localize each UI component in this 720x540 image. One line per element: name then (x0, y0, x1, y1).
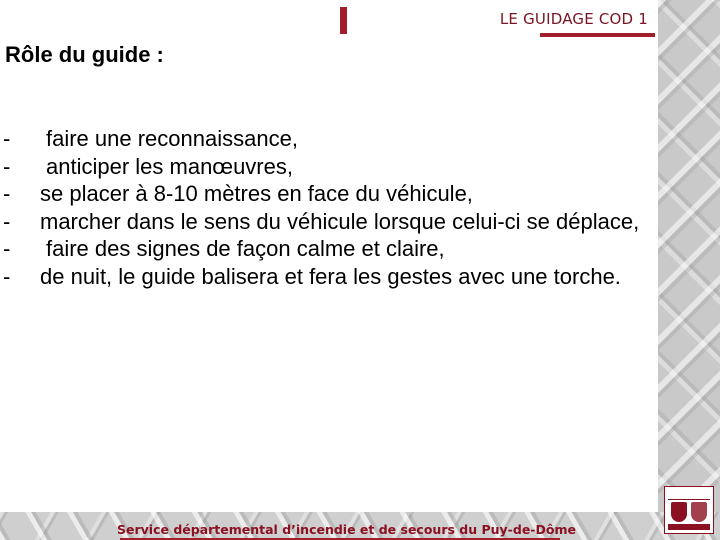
bullet-dash: - (3, 263, 11, 289)
bullet-dash: - (3, 126, 11, 151)
list-item-text: anticiper les manœuvres, (46, 153, 293, 179)
guide-role-list (0, 125, 650, 290)
sdis-logo-icon (664, 486, 714, 534)
list-item-text: se placer à 8-10 mètres en face du véhicule, (40, 181, 473, 206)
header-underline (540, 33, 655, 37)
bullet-dash: - (3, 181, 11, 206)
list-item (0, 125, 650, 153)
section-heading: Rôle du guide : (5, 42, 164, 67)
top-accent-mark (340, 7, 347, 34)
logo-emblem-left (671, 502, 687, 522)
list-item (0, 208, 650, 236)
slide-header-title: LE GUIDAGE COD 1 (499, 10, 648, 28)
logo-header-band (668, 489, 710, 500)
list-item (0, 235, 650, 263)
list-item (0, 180, 650, 208)
list-item-text: de nuit, le guide balisera et fera les gestes avec une torche. (40, 263, 621, 289)
metal-plate-texture (658, 0, 720, 540)
bullet-dash: - (3, 208, 11, 234)
list-item-text: marcher dans le sens du véhicule lorsque celui-ci se déplace, (40, 208, 640, 234)
list-item-text: faire des signes de façon calme et claire, (46, 236, 445, 261)
list-item-text: faire une reconnaissance, (46, 126, 298, 151)
logo-bottom-band (668, 524, 710, 530)
bullet-dash: - (3, 236, 11, 261)
logo-emblem-right (691, 502, 707, 522)
list-item (0, 263, 650, 291)
list-item (0, 153, 650, 181)
footer-organization: Service départemental d’incendie et de secours du Puy-de-Dôme (117, 522, 576, 537)
bullet-dash: - (3, 153, 11, 179)
